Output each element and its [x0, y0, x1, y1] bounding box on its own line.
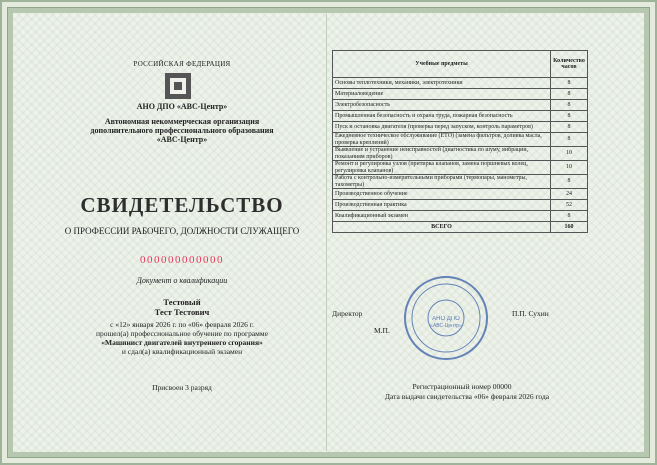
hours-cell: 8 [551, 100, 588, 111]
hours-header: Количество часов [551, 51, 588, 78]
hours-cell: 8 [551, 133, 588, 147]
table-row [333, 189, 588, 200]
org-full-name: Автономная некоммерческая организация дополнительного профессионального образования «АВС-Центр» [90, 117, 274, 144]
table-row [333, 200, 588, 211]
total-value: 160 [551, 222, 588, 233]
director-label: Директор [332, 309, 363, 318]
training-dates: с «12» января 2026 г. по «06» февраля 2026 г. [110, 320, 254, 329]
svg-text:«АВС-Центр»: «АВС-Центр» [430, 323, 462, 329]
training-statement: прошел(а) профессиональное обучение по программе [96, 329, 268, 338]
document-title: СВИДЕТЕЛЬСТВО [80, 193, 284, 217]
svg-text:АНО ДПО: АНО ДПО [432, 316, 460, 322]
qualification-doc-label: Документ о квалификации [136, 276, 228, 285]
total-label: ВСЕГО [333, 222, 551, 233]
hours-cell: 8 [551, 111, 588, 122]
assigned-grade: Присвоен 3 разряд [152, 383, 212, 392]
table-header-row [333, 51, 588, 78]
subjects-table [332, 50, 588, 233]
holder-surname: Тестовый [163, 297, 201, 307]
organization-stamp-icon [402, 274, 490, 362]
program-name: «Машинист двигателей внутреннего сгорания» [101, 338, 263, 347]
table-row [333, 211, 588, 222]
serial-number: 000000000000 [140, 254, 224, 266]
issue-date: Дата выдачи свидетельства «06» февраля 2026 года [384, 392, 550, 401]
hours-cell: 8 [551, 78, 588, 89]
table-row [333, 133, 588, 147]
org-short-name: АНО ДПО «АВС-Центр» [136, 102, 228, 111]
subject-cell: Производственное обучение [333, 189, 551, 200]
hours-cell: 10 [551, 161, 588, 175]
table-row [333, 78, 588, 89]
subject-cell: Электробезопасность [333, 100, 551, 111]
hours-cell: 8 [551, 211, 588, 222]
table-row [333, 147, 588, 161]
table-row [333, 100, 588, 111]
document-subtitle: О ПРОФЕССИИ РАБОЧЕГО, ДОЛЖНОСТИ СЛУЖАЩЕГО [64, 226, 300, 236]
hours-cell: 8 [551, 122, 588, 133]
subject-cell: Основы теплотехники, механики, электротехники [333, 78, 551, 89]
director-name: П.П. Сухин [512, 309, 549, 318]
table-row [333, 161, 588, 175]
fold-line [326, 14, 327, 451]
subject-cell: Пуск и остановка двигателя (проверка перед запуском, контроль параметров) [333, 122, 551, 133]
table-row [333, 175, 588, 189]
org-logo-icon [164, 72, 192, 100]
subject-cell: Материаловедение [333, 89, 551, 100]
hours-cell: 52 [551, 200, 588, 211]
hours-cell: 10 [551, 147, 588, 161]
registration-number: Регистрационный номер 00000 [412, 382, 512, 391]
subject-cell: Выявление и устранение неисправностей (диагностика по шуму, вибрации, показаниям приборов) [333, 147, 551, 161]
subject-cell: Производственная практика [333, 200, 551, 211]
subjects-header: Учебные предметы [333, 51, 551, 78]
table-row [333, 89, 588, 100]
hours-cell: 8 [551, 89, 588, 100]
table-row [333, 111, 588, 122]
hours-cell: 8 [551, 175, 588, 189]
holder-name: Тест Тестович [154, 307, 210, 317]
subject-cell: Промышленная безопасность и охрана труда, пожарная безопасность [333, 111, 551, 122]
subject-cell: Работа с контрольно-измерительными приборами (термопары, манометры, тахометры) [333, 175, 551, 189]
subject-cell: Квалификационный экзамен [333, 211, 551, 222]
seal-place-label: М.П. [374, 326, 390, 335]
subject-cell: Ремонт и регулировка узлов (притирка клапанов, замена поршневых колец, регулировка клапанов) [333, 161, 551, 175]
total-row [333, 222, 588, 233]
hours-cell: 24 [551, 189, 588, 200]
country-label: РОССИЙСКАЯ ФЕДЕРАЦИЯ [133, 60, 231, 68]
table-row [333, 122, 588, 133]
subject-cell: Ежедневное техническое обслуживание (ЕТО) (замена фильтров, доливка масла, проверка креплений) [333, 133, 551, 147]
exam-statement: и сдал(а) квалификационный экзамен [121, 347, 243, 356]
